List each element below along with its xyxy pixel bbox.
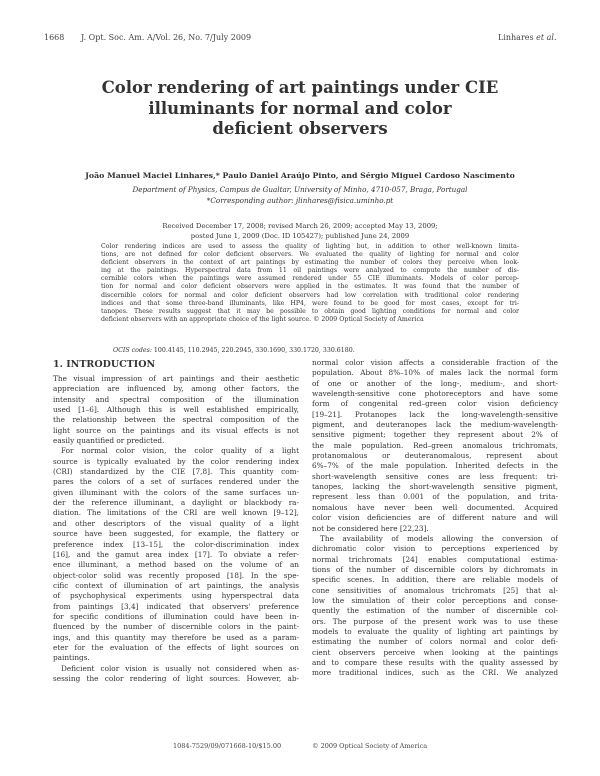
body-line: form of congenital red–green color vision deficiency [312, 399, 558, 409]
body-line: Deficient color vision is usually not considered when as- [61, 663, 299, 673]
page-number: 1668 [44, 33, 65, 42]
body-line: and other descriptors of the visual quality of a light [53, 518, 299, 528]
body-line: more traditional indices, such as the CRI. We analyzed [312, 668, 558, 678]
body-line: appreciation are influenced by, among other factors, the [53, 384, 299, 394]
body-line: cient observers perceive when looking at the paintings [312, 647, 558, 657]
body-line: source is typically evaluated by the color rendering index [53, 456, 299, 466]
body-line: [19–21]. Protanopes lack the long-wavelength-sensitive [312, 409, 558, 419]
body-line: dichromatic color vision to perceptions experienced by [312, 544, 558, 554]
body-line: population. About 8%–10% of males lack the normal form [312, 368, 558, 378]
abstract-line: tion for normal and color deficient observers were applied in the estimates. It was found that the number of [101, 283, 519, 291]
abstract-line: ing at the paintings. Hyperspectral data from 11 oil paintings were analyzed to compute the number of dis- [101, 267, 519, 275]
affiliation: Department of Physics, Campus de Gualtar, University of Minho, 4710-057, Braga, Portugal [132, 185, 468, 194]
body-line: diation. The limitations of the CRI are well known [9–12], [53, 508, 299, 518]
running-author: Linhares et al. [498, 33, 557, 42]
affiliation-block [40, 184, 560, 206]
body-line: represent less than 0.001 of the population, and trita- [312, 492, 558, 502]
footer-code: 1084-7529/09/071668-10/$15.00 [173, 742, 282, 750]
body-line: low the simulation of their color perceptions and conse- [312, 595, 558, 605]
body-line: tions of the number of discernible colors by dichromats in [312, 564, 558, 574]
body-line: eter for the evaluation of the effects of light sources on [53, 642, 299, 652]
body-line: of psychophysical experiments using hyperspectral data [53, 591, 299, 601]
body-line: for specific conditions of illumination could have been in- [53, 611, 299, 621]
footer-copyright: © 2009 Optical Society of America [312, 742, 428, 750]
abstract-line: discernible colors for normal and color deficient observers had low correlation with traditional color rendering [101, 291, 519, 299]
corresponding-author: *Corresponding author: jlinhares@fisica.uminho.pt [206, 196, 394, 205]
author-list: João Manuel Maciel Linhares,* Paulo Daniel Araújo Pinto, and Sérgio Miguel Cardoso Nascimento [85, 171, 515, 180]
body-line: The visual impression of art paintings and their aesthetic [53, 374, 299, 383]
received-line: posted June 1, 2009 (Doc. ID 105427); published June 24, 2009 [190, 232, 410, 241]
body-line: ors. The purpose of the present work was to use these [312, 616, 558, 626]
body-line: sessing the color rendering of light sources. However, ab- [53, 673, 299, 683]
body-line: given illuminant with the colors of the same surfaces un- [53, 487, 299, 497]
title-line: Color rendering of art paintings under CIE [101, 78, 499, 97]
title-line: deficient observers [212, 119, 388, 138]
body-line: cone sensitivities of anomalous trichromats [25] that al- [312, 585, 558, 595]
body-line: fluenced by the number of discernible colors in the paint- [53, 622, 299, 632]
body-line: used [1–6]. Although this is well established empirically, [53, 405, 299, 415]
body-line: pares the colors of a set of surfaces rendered under the [53, 477, 299, 487]
body-line: the relationship between the spectral composition of the [53, 415, 299, 425]
body-line: paintings. [53, 653, 90, 663]
body-line: pigment, and deuteranopes lack the medium-wavelength- [312, 420, 558, 430]
body-line: [16], and the gamut area index [17]. To obviate a refer- [53, 549, 299, 559]
abstract-line: deficient observers in the context of art paintings by estimating the number of colors they perceive when look- [101, 259, 519, 267]
body-line: wavelength-sensitive cone photoreceptors and have some [312, 389, 558, 399]
abstract-line: tanopes. These results suggest that it may be possible to obtain good lighting conditions for normal and color [101, 307, 519, 315]
body-line: estimating the number of colors normal and color defi- [312, 637, 558, 647]
body-line: der the reference illuminant, a daylight or blackbody ra- [53, 498, 299, 508]
body-line: (CRI) standardized by the CIE [7,8]. This quantity com- [53, 467, 299, 477]
body-line: 6%–7% of the male population. Inherited defects in the [312, 461, 558, 471]
body-line: sensitive pigment; together they represent about 2% of [312, 430, 558, 440]
received-line: Received December 17, 2008; revised March 26, 2009; accepted May 13, 2009; [162, 222, 438, 230]
body-line: and to compare these results with the quality assessed by [312, 657, 558, 667]
body-line: the male population. Red–green anomalous trichromats, [312, 440, 558, 450]
body-line: protanomalous or deuteranomalous, represent about [312, 451, 558, 461]
ocis-values: 100.4145, 110.2945, 220.2945, 330.1690, 330.1720, 330.6180. [151, 347, 355, 354]
body-line: models to evaluate the quality of lighting art paintings by [312, 626, 558, 636]
body-line: quently the estimation of the number of discernible col- [312, 606, 558, 616]
ocis-codes [113, 347, 355, 354]
body-line: nomalous have never been well documented. Acquired [312, 502, 558, 512]
abstract [101, 243, 519, 324]
body-line: normal trichromats [24] enables computational estima- [312, 554, 558, 564]
body-line: color vision deficiencies are of different nature and will [312, 513, 558, 523]
right-column [312, 358, 558, 679]
body-line: The availability of models allowing the conversion of [320, 533, 558, 543]
abstract-line: cernible colors when the paintings were assumed rendered under 55 CIE illuminants. Models of color percep- [101, 275, 519, 283]
body-line: easily quantified or predicted. [53, 436, 165, 446]
abstract-line: indices and that some three-band illuminants, like HP4, were found to be good for most cases, except for tri- [101, 299, 519, 307]
body-line: ings, and this quantity may therefore be used as a param- [53, 632, 299, 642]
received-dates [40, 221, 560, 242]
abstract-line: tions, are not defined for color deficient observers. We evaluated the quality of lighting for normal and color [101, 251, 519, 259]
body-line: For normal color vision, the color quality of a light [61, 446, 299, 456]
body-line: preference index [13–15], the color-discrimination index [53, 539, 299, 549]
abstract-line: Color rendering indices are used to assess the quality of lighting but, in addition to other well-known limita- [101, 243, 519, 250]
body-line: normal color vision affects a considerable fraction of the [312, 358, 558, 367]
body-line: source have been suggested, for example, the flattery or [53, 529, 299, 539]
title-line: illuminants for normal and color [148, 98, 452, 118]
ocis-label: OCIS codes: [113, 347, 152, 354]
body-line: short-wavelength sensitive cones are less frequent: tri- [312, 471, 558, 481]
body-line: not be considered here [22,23]. [312, 523, 429, 533]
left-column [53, 360, 299, 684]
section-heading: 1. INTRODUCTION [53, 360, 156, 370]
body-line: tanopes, lacking the short-wavelength sensitive pigment, [312, 482, 558, 492]
body-line: light source on the paintings and its visual effects is not [53, 425, 299, 435]
body-line: specific scenes. In addition, there are reliable models of [312, 575, 558, 585]
abstract-line: deficient observers with an appropriate choice of the light source. © 2009 Optical Society of America [101, 315, 424, 323]
body-line: object-color solid was recently proposed [18]. In the spe- [53, 570, 299, 580]
body-line: cific context of illumination of art paintings, the analysis [53, 580, 299, 590]
journal-citation: J. Opt. Soc. Am. A/Vol. 26, No. 7/July 2009 [81, 33, 252, 42]
paper-title [60, 78, 540, 140]
body-line: intensity and spectral composition of the illumination [53, 394, 299, 404]
body-line: ence illuminant, a method based on the volume of an [53, 560, 299, 570]
body-line: from paintings [3,4] indicated that observers' preference [53, 601, 299, 611]
body-line: of one or another of the long-, medium-, and short- [312, 378, 558, 388]
